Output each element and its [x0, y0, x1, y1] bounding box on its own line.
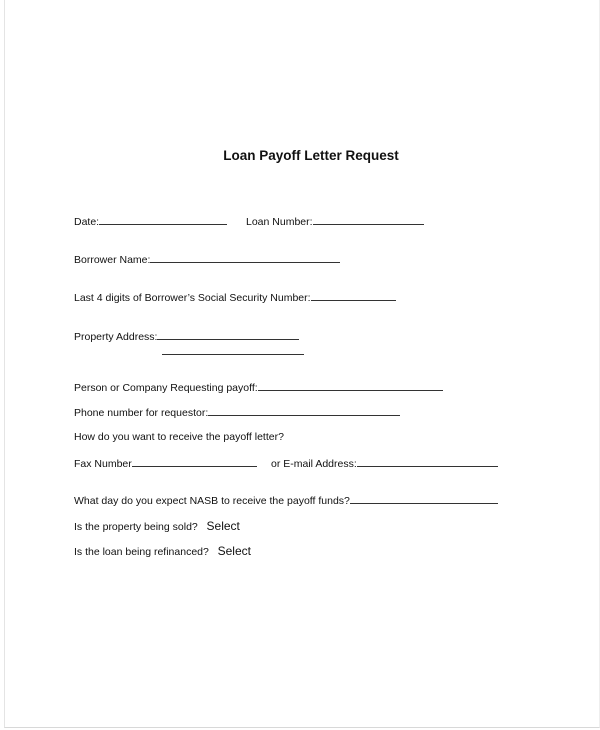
property-row	[74, 329, 299, 344]
fax-field[interactable]	[132, 456, 257, 467]
email-row	[271, 456, 498, 471]
property-address-label: Property Address:	[74, 331, 158, 343]
phone-row	[74, 405, 400, 420]
phone-label: Phone number for requestor:	[74, 407, 209, 419]
borrower-name-label: Borrower Name:	[74, 254, 151, 266]
property-address-field-2[interactable]	[162, 344, 304, 355]
requester-label: Person or Company Requesting payoff:	[74, 382, 258, 394]
date-row	[74, 214, 227, 229]
loan-number-row	[246, 214, 424, 229]
sold-label: Is the property being sold?	[74, 521, 198, 533]
payoff-day-label: What day do you expect NASB to receive the payoff funds?	[74, 495, 350, 507]
email-label: or E-mail Address:	[271, 458, 357, 470]
receive-how-text: How do you want to receive the payoff letter?	[74, 431, 284, 443]
phone-field[interactable]	[208, 405, 400, 416]
requester-row	[74, 380, 443, 395]
property-row-2	[162, 344, 304, 359]
document-page	[4, 0, 600, 728]
ssn-field[interactable]	[311, 290, 396, 301]
payoff-day-row	[74, 493, 498, 508]
ssn-label: Last 4 digits of Borrower’s Social Security Number:	[74, 292, 311, 304]
property-address-field-1[interactable]	[157, 329, 299, 340]
email-field[interactable]	[357, 456, 498, 467]
sold-select[interactable]: Select	[206, 519, 240, 533]
refinanced-select[interactable]: Select	[217, 544, 251, 558]
sold-row	[74, 519, 240, 534]
borrower-row	[74, 252, 340, 267]
date-field[interactable]	[99, 214, 227, 225]
date-label: Date:	[74, 216, 100, 228]
ssn-row	[74, 290, 396, 305]
refinanced-label: Is the loan being refinanced?	[74, 546, 209, 558]
fax-label: Fax Number	[74, 458, 132, 470]
borrower-name-field[interactable]	[150, 252, 340, 263]
refinanced-row	[74, 544, 251, 559]
loan-number-field[interactable]	[313, 214, 424, 225]
payoff-day-field[interactable]	[350, 493, 498, 504]
requester-field[interactable]	[258, 380, 443, 391]
fax-row	[74, 456, 257, 471]
loan-number-label: Loan Number:	[246, 216, 313, 228]
page-title: Loan Payoff Letter Request	[223, 148, 399, 163]
